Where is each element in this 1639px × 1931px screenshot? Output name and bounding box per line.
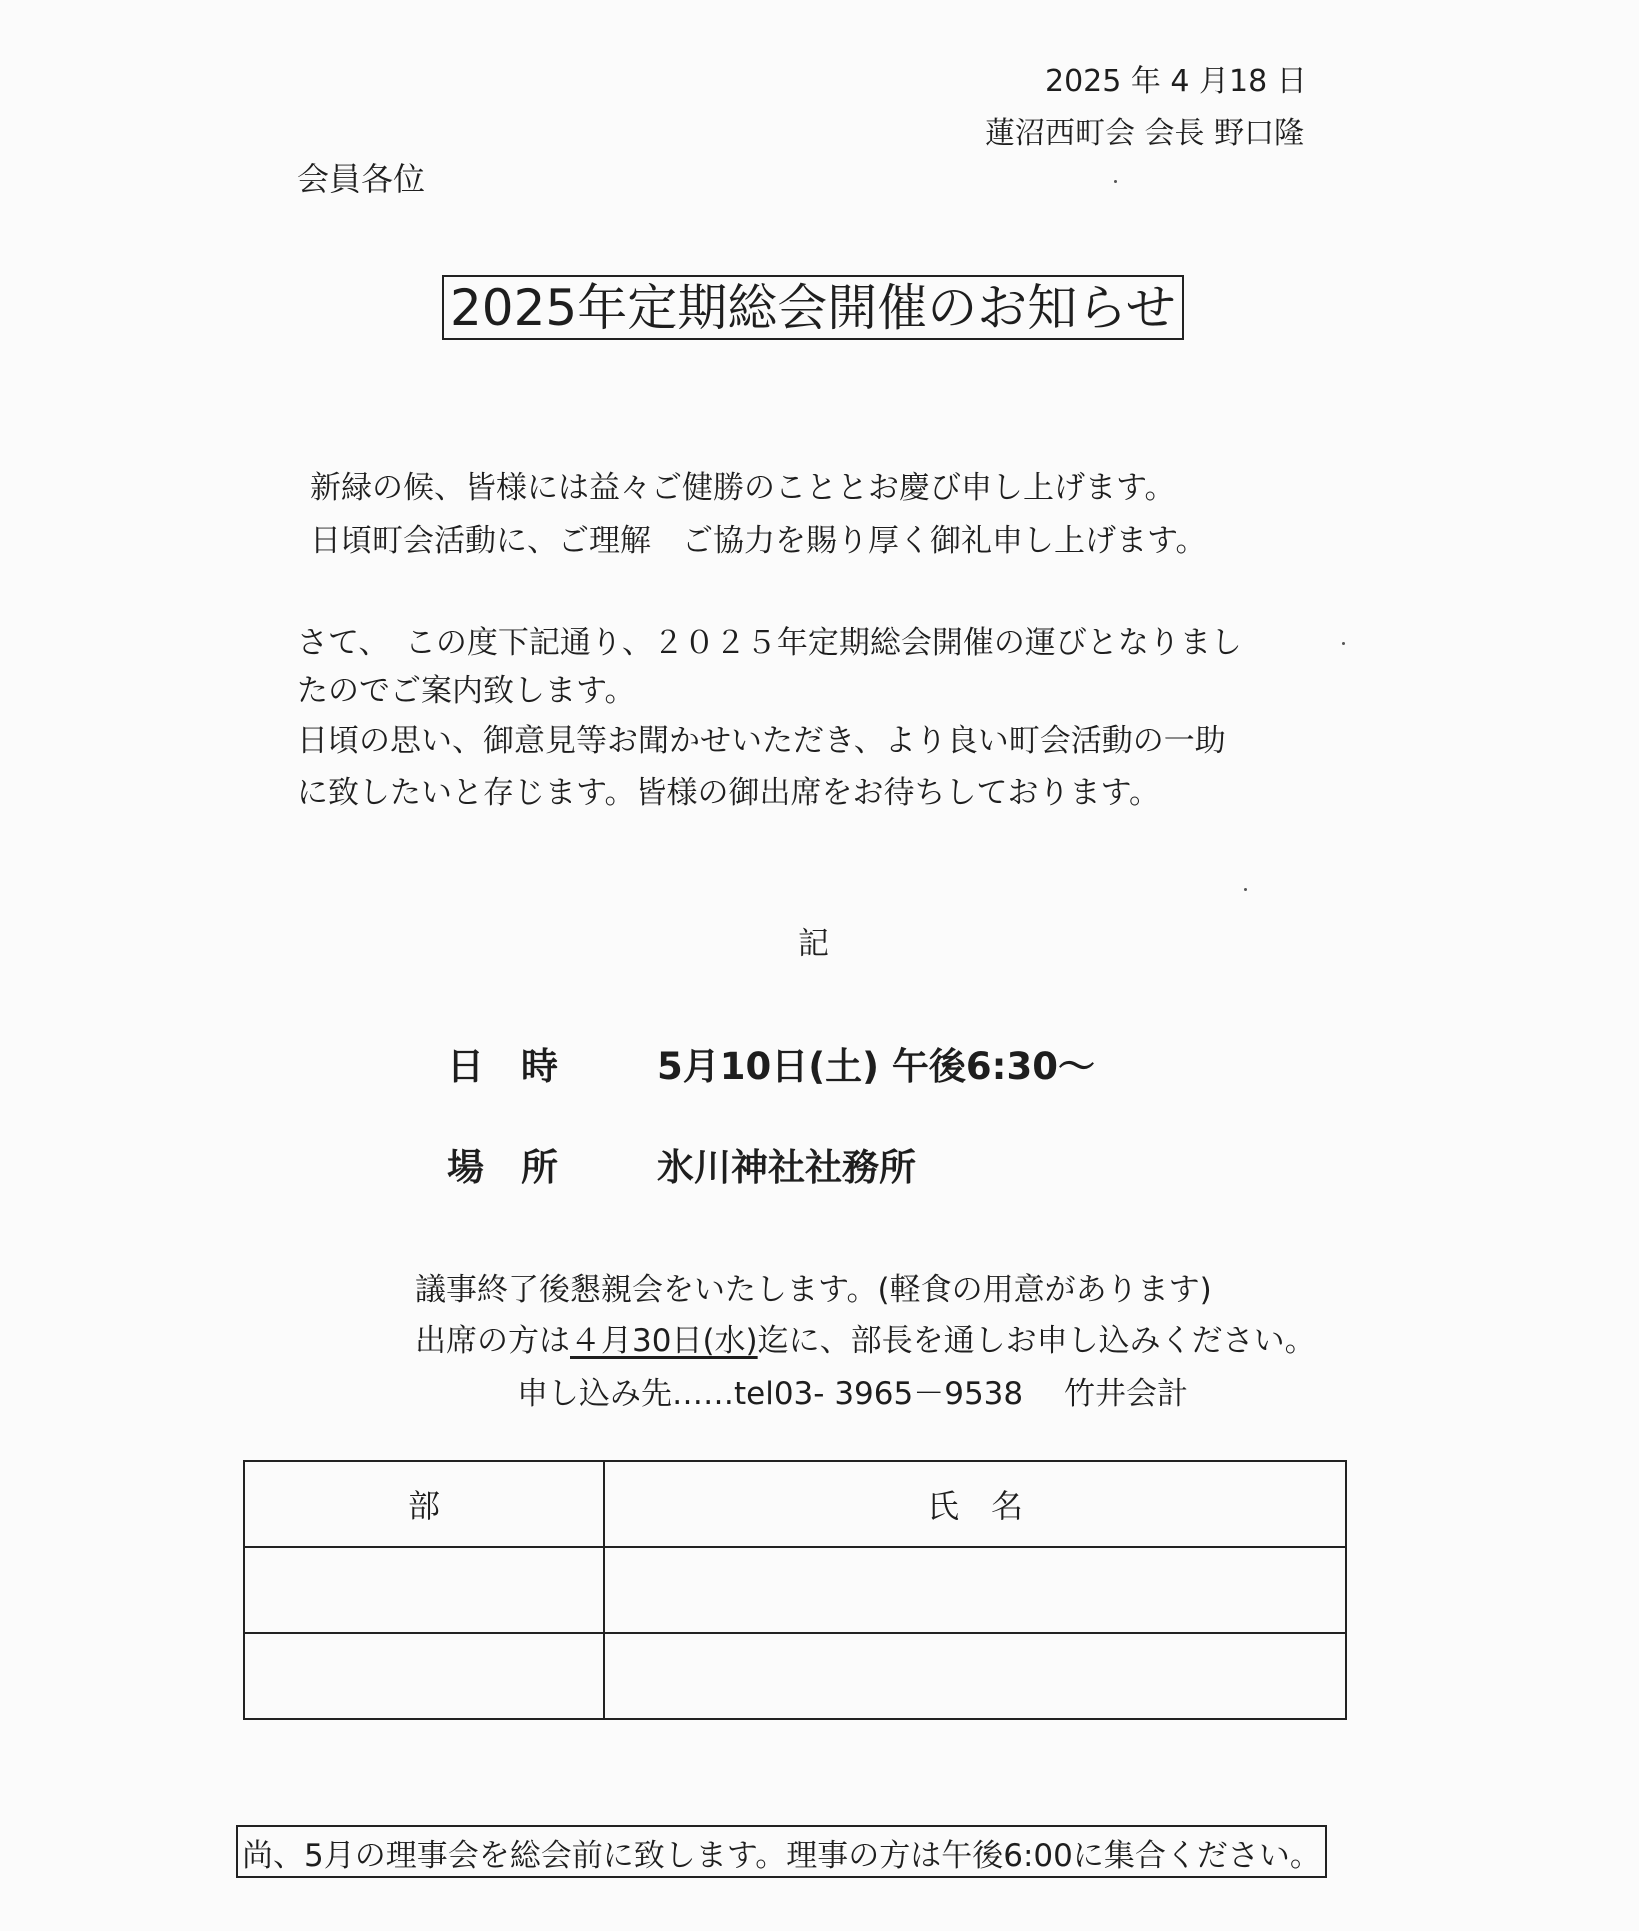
datetime-value: 5月10日(土) 午後6:30～: [657, 1045, 1095, 1088]
greeting-line-2: 日頃町会活動に、ご理解 ご協力を賜り厚く御礼申し上げます。: [310, 523, 1207, 559]
contact-line: 申し込み先……tel03- 3965－9538 竹井会計: [517, 1376, 1188, 1412]
greeting-line-1: 新緑の候、皆様には益々ご健勝のこととお慶び申し上げます。: [310, 470, 1176, 506]
info-line-2-suffix: 迄に、部長を通しお申し込みください。: [757, 1323, 1316, 1359]
name-cell[interactable]: [604, 1547, 1346, 1633]
info-line-1: 議事終了後懇親会をいたします。(軽食の用意があります): [415, 1272, 1212, 1308]
document-title: 2025年定期総会開催のお知らせ: [442, 275, 1184, 340]
place-value: 氷川神社社務所: [657, 1146, 916, 1189]
body-line-2: たのでご案内致します。: [297, 673, 636, 709]
table-row: [244, 1633, 1346, 1719]
info-line-2-prefix: 出席の方は: [415, 1323, 570, 1359]
board-meeting-note: 尚、5月の理事会を総会前に致します。理事の方は午後6:00に集合ください。: [236, 1825, 1327, 1878]
paper-speck: [1114, 180, 1117, 183]
department-header: 部: [244, 1461, 604, 1547]
department-cell[interactable]: [244, 1547, 604, 1633]
paper-speck: [1342, 642, 1345, 645]
addressee: 会員各位: [297, 160, 426, 198]
ki-heading: 記: [798, 926, 829, 962]
name-header: 氏 名: [604, 1461, 1346, 1547]
body-line-1: さて、 この度下記通り、２０２５年定期総会開催の運びとなりまし: [297, 625, 1242, 661]
table-row: [244, 1547, 1346, 1633]
deadline: ４月30日(水): [570, 1323, 758, 1359]
sender: 蓮沼西町会 会長 野口隆: [985, 116, 1305, 151]
document-date: 2025 年 4 月18 日: [1045, 64, 1307, 99]
body-line-3: 日頃の思い、御意見等お聞かせいただき、より良い町会活動の一助: [297, 723, 1226, 759]
datetime-label: 日 時: [447, 1045, 558, 1088]
body-line-4: に致したいと存じます。皆様の御出席をお待ちしております。: [297, 775, 1161, 811]
name-cell[interactable]: [604, 1633, 1346, 1719]
place-label: 場 所: [447, 1146, 558, 1189]
application-form-table: [243, 1460, 1347, 1720]
info-line-2: [415, 1315, 1316, 1360]
table-header-row: [244, 1461, 1346, 1547]
paper-speck: [1244, 888, 1247, 891]
department-cell[interactable]: [244, 1633, 604, 1719]
